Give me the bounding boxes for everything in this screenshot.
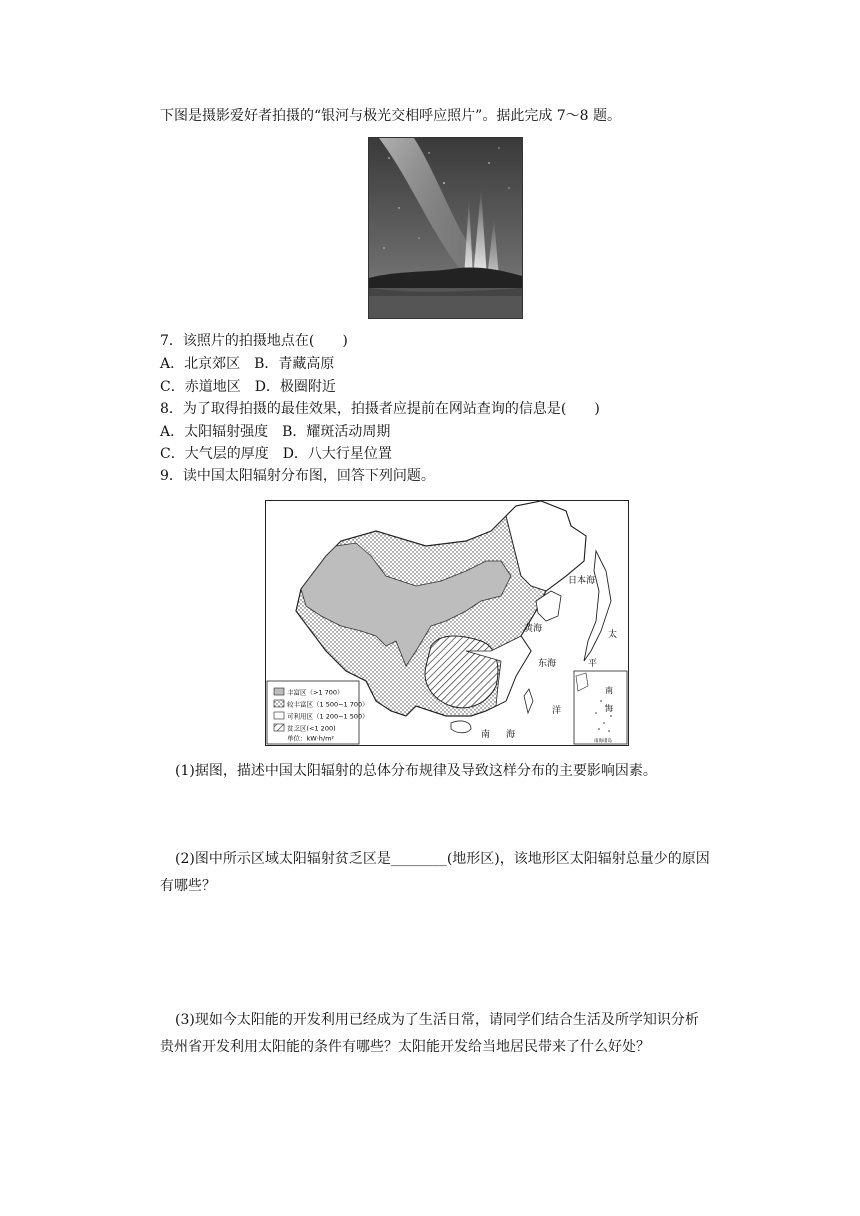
photo-image [369,138,522,318]
legend-label-usable: 可利用区（1 200~1 500） [287,712,369,721]
q8-options-cd: C．大气层的厚度 D．八大行星位置 [160,446,392,462]
taiwan-island [524,689,533,713]
china-solar-radiation-map [265,500,629,746]
legend-swatch-fairly-rich [274,700,284,707]
legend-swatch-usable [274,712,284,719]
legend-unit: 单位：kW·h/m² [287,734,335,743]
q7-options-ab: A．北京郊区 B．青藏高原 [160,356,335,372]
milky-way-aurora-photo [368,137,523,319]
map-drawing [266,501,628,745]
q8-stem: 8．为了取得拍摄的最佳效果，拍摄者应提前在网站查询的信息是( ) [160,401,600,417]
q8-options-ab: A．太阳辐射强度 B．耀斑活动周期 [160,424,391,440]
legend-label-rich: 丰富区（>1 700） [287,688,344,697]
label-yellow-sea: 黄海 [524,624,543,634]
legend-swatch-rich [274,688,284,695]
label-japan-sea: 日本海 [568,576,596,586]
q9-stem: 9．读中国太阳辐射分布图，回答下列问题。 [160,468,435,484]
hainan-island [451,721,471,733]
q9-sub3-line1: (3)现如今太阳能的开发利用已经成为了生活日常，请同学们结合生活及所学知识分析 [175,1012,699,1028]
label-ping: 平 [588,659,598,669]
q7-options-cd: C．赤道地区 D．极圈附近 [160,379,336,395]
q9-sub3-line2: 贵州省开发利用太阳能的条件有哪些？太阳能开发给当地居民带来了什么好处？ [160,1039,650,1055]
label-inset-caption: 南海诸岛 [594,739,612,744]
label-inset-nan: 南 [605,686,613,695]
label-south-sea-2: 海 [506,730,516,740]
poor-area [425,636,498,708]
japan-islands [584,551,611,661]
q9-sub2-line1: (2)图中所示区域太阳辐射贫乏区是________(地形区)，该地形区太阳辐射总量少的原因 [175,851,710,867]
legend-label-fairly-rich: 较丰富区（1 500~1 700） [287,700,369,709]
label-east-sea: 东海 [538,659,557,669]
label-south-sea-1: 南 [481,730,491,740]
label-yang: 洋 [552,706,562,716]
label-tai: 太 [608,630,618,640]
intro-text: 下图是摄影爱好者拍摄的“银河与极光交相呼应照片”。据此完成 7～8 题。 [160,108,622,124]
q9-sub2-line2: 有哪些？ [160,878,216,894]
label-inset-hai: 海 [605,704,613,713]
legend-swatch-poor [274,724,284,731]
q9-sub1: (1)据图，描述中国太阳辐射的总体分布规律及导致这样分布的主要影响因素。 [175,763,657,779]
legend-label-poor: 贫乏区(<1 200) [287,724,336,733]
q7-stem: 7．该照片的拍摄地点在( ) [160,333,348,349]
